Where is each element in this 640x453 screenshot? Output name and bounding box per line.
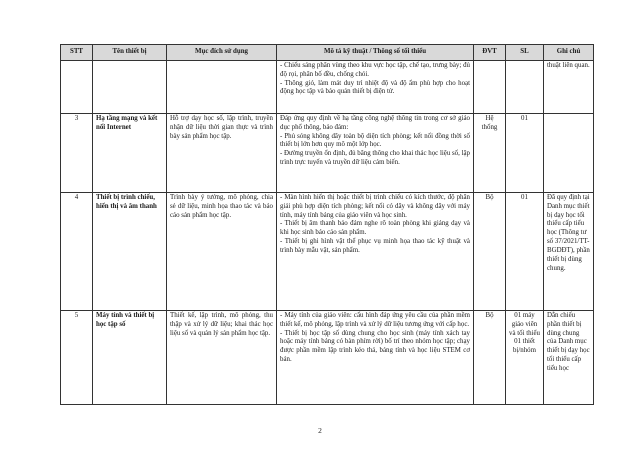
row-description (277, 311, 474, 405)
row-purpose (167, 61, 277, 114)
row-unit: Hệ thống (474, 114, 506, 193)
row-equipment-name (93, 61, 167, 114)
row-stt: 3 (61, 114, 93, 193)
description-line: - Màn hình hiển thị hoặc thiết bị trình chiếu có kích thước, độ phân giải phù hợp diện tích phòng; kết nối có dây và không dây với máy tính, máy tính bảng của giáo viên và học sinh. (280, 194, 470, 219)
description-line: - Đường truyền ổn định, đủ băng thông cho khai thác học liệu số, lập trình trực tuyến và truyền dữ liệu cảm biến. (280, 150, 470, 167)
row-purpose: Hỗ trợ dạy học số, lập trình, truyền nhận dữ liệu thời gian thực và trình bày sản phẩm học tập. (167, 114, 277, 193)
equipment-table (60, 44, 594, 405)
row-stt: 5 (61, 311, 93, 405)
header-equipment-name: Tên thiết bị (93, 45, 167, 61)
header-stt: STT (61, 45, 93, 61)
header-notes: Ghi chú (544, 45, 594, 61)
row-quantity: 01 (506, 193, 544, 311)
row-note: Dẫn chiếu phần thiết bị dùng chung của Danh mục thiết bị dạy học tối thiểu cấp tiểu học (544, 311, 594, 405)
row-stt (61, 61, 93, 114)
row-equipment-name: Máy tính và thiết bị học tập số (93, 311, 167, 405)
row-purpose: Thiết kế, lập trình, mô phỏng, thu thập và xử lý dữ liệu; khai thác học liệu số và quản lý sản phẩm học tập. (167, 311, 277, 405)
row-description (277, 193, 474, 311)
row-quantity: 01 máy giáo viên và tối thiểu 01 thiết bị/nhóm (506, 311, 544, 405)
description-line: - Thiết bị ghi hình vật thể phục vụ minh họa thao tác kỹ thuật và trình bày mẫu vật, sản phẩm. (280, 238, 470, 254)
description-line: - Thông gió, làm mát duy trì nhiệt độ và độ ẩm phù hợp cho hoạt động học tập và bảo quản thiết bị điện tử. (280, 79, 470, 96)
description-line: - Phủ sóng không dây toàn bộ diện tích phòng; kết nối đồng thời số thiết bị lớn hơn quy mô một lớp học. (280, 132, 470, 149)
row-quantity (506, 61, 544, 114)
row-note: Đã quy định tại Danh mục thiết bị dạy học tối thiểu cấp tiểu học (Thông tư số 37/2021/TT-BGDĐT), phần thiết bị dùng chung. (544, 193, 594, 311)
description-line: - Thiết bị âm thanh bảo đảm nghe rõ toàn phòng khi giảng dạy và khi học sinh báo cáo sản phẩm. (280, 220, 470, 237)
description-line: Đáp ứng quy định về hạ tầng công nghệ thông tin trong cơ sở giáo dục phổ thông, bảo đảm: (280, 115, 470, 131)
table-row (61, 114, 594, 193)
table-row (61, 311, 594, 405)
row-unit: Bộ (474, 311, 506, 405)
row-note (544, 114, 594, 193)
row-description (277, 114, 474, 193)
header-quantity: SL (506, 45, 544, 61)
header-technical-description: Mô tả kỹ thuật / Thông số tối thiểu (277, 45, 474, 61)
description-line: - Thiết bị học tập số dùng chung cho học sinh (máy tính xách tay hoặc máy tính bảng có bàn phím rời) bố trí theo nhóm học tập; chạy được phần mềm lập trình kéo thả, bảng tính và học liệu STEM cơ bản. (280, 329, 470, 364)
row-note: thuật liên quan. (544, 61, 594, 114)
row-unit (474, 61, 506, 114)
description-line: - Máy tính của giáo viên: cấu hình đáp ứng yêu cầu của phần mềm thiết kế, mô phỏng, lập trình và xử lý dữ liệu tương ứng với cấp học. (280, 312, 470, 328)
row-unit: Bộ (474, 193, 506, 311)
row-description (277, 61, 474, 114)
header-unit: ĐVT (474, 45, 506, 61)
header-purpose: Mục đích sử dụng (167, 45, 277, 61)
row-equipment-name: Thiết bị trình chiếu, hiển thị và âm thanh (93, 193, 167, 311)
table-row (61, 193, 594, 311)
row-purpose: Trình bày ý tưởng, mô phỏng, chia sẻ dữ liệu, minh họa thao tác và báo cáo sản phẩm học tập. (167, 193, 277, 311)
page-number: 2 (318, 426, 322, 435)
row-equipment-name: Hạ tầng mạng và kết nối Internet (93, 114, 167, 193)
description-line: - Chiếu sáng phân vùng theo khu vực học tập, chế tạo, trưng bày; đủ độ rọi, phân bố đều, chống chói. (280, 62, 470, 78)
table-header-row (61, 45, 594, 61)
row-quantity: 01 (506, 114, 544, 193)
row-stt: 4 (61, 193, 93, 311)
table-row (61, 61, 594, 114)
